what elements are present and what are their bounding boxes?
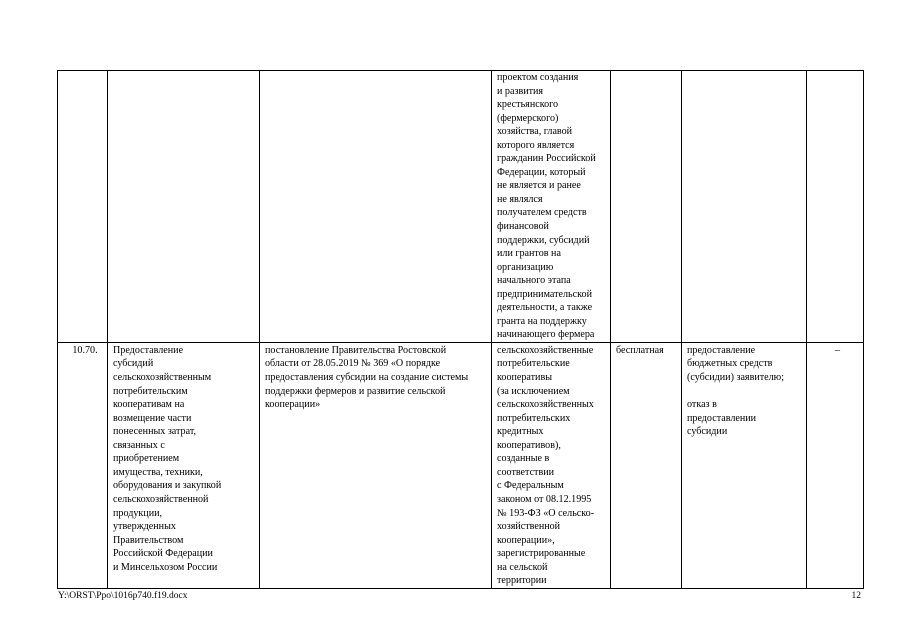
cell-number bbox=[58, 71, 108, 343]
page-number: 12 bbox=[851, 591, 861, 601]
cell-legal-basis: постановление Правительства Ростовской области от 28.05.2019 № 369 «О порядке предоставления субсидии на создание системы поддержки фермеров и развитие сельской кооперации» bbox=[260, 342, 492, 588]
cell-recipients: проектом создания и развития крестьянского (фермерского) хозяйства, главой которого является гражданин Российской Федерации, который не является и ранее не являлся получателем средств финансовой поддержки, субсидий или грантов на организацию начального этапа предпринимательской деятельности, а также гранта на поддержку начинающего фермера bbox=[492, 71, 611, 343]
table-row-10-70 bbox=[58, 342, 864, 588]
cell-service: Предоставление субсидий сельскохозяйственным потребительским кооперативам на возмещение части понесенных затрат, связанных с приобретением имущества, техники, оборудования и закупкой сельскохозяйственной продукции, утвержденных Правительством Российской Федерации и Минсельхозом России bbox=[108, 342, 260, 588]
cell-note: – bbox=[807, 342, 864, 588]
cell-result: предоставление бюджетных средств (субсидии) заявителю; отказ в предоставлении субсидии bbox=[682, 342, 807, 588]
services-table bbox=[57, 70, 864, 589]
cell-fee bbox=[611, 71, 682, 343]
cell-recipients: сельскохозяйственные потребительские кооперативы (за исключением сельскохозяйственных потребительских кредитных кооперативов), созданные в соответствии с Федеральным законом от 08.12.1995 № 193-ФЗ «О сельско- хозяйственной кооперации», зарегистрированные на сельской территории bbox=[492, 342, 611, 588]
cell-number: 10.70. bbox=[58, 342, 108, 588]
cell-service bbox=[108, 71, 260, 343]
cell-result bbox=[682, 71, 807, 343]
cell-legal-basis bbox=[260, 71, 492, 343]
footer-file-path: Y:\ORST\Ppo\1016p740.f19.docx bbox=[58, 591, 188, 601]
cell-fee: бесплатная bbox=[611, 342, 682, 588]
cell-note bbox=[807, 71, 864, 343]
table-row-continuation bbox=[58, 71, 864, 343]
